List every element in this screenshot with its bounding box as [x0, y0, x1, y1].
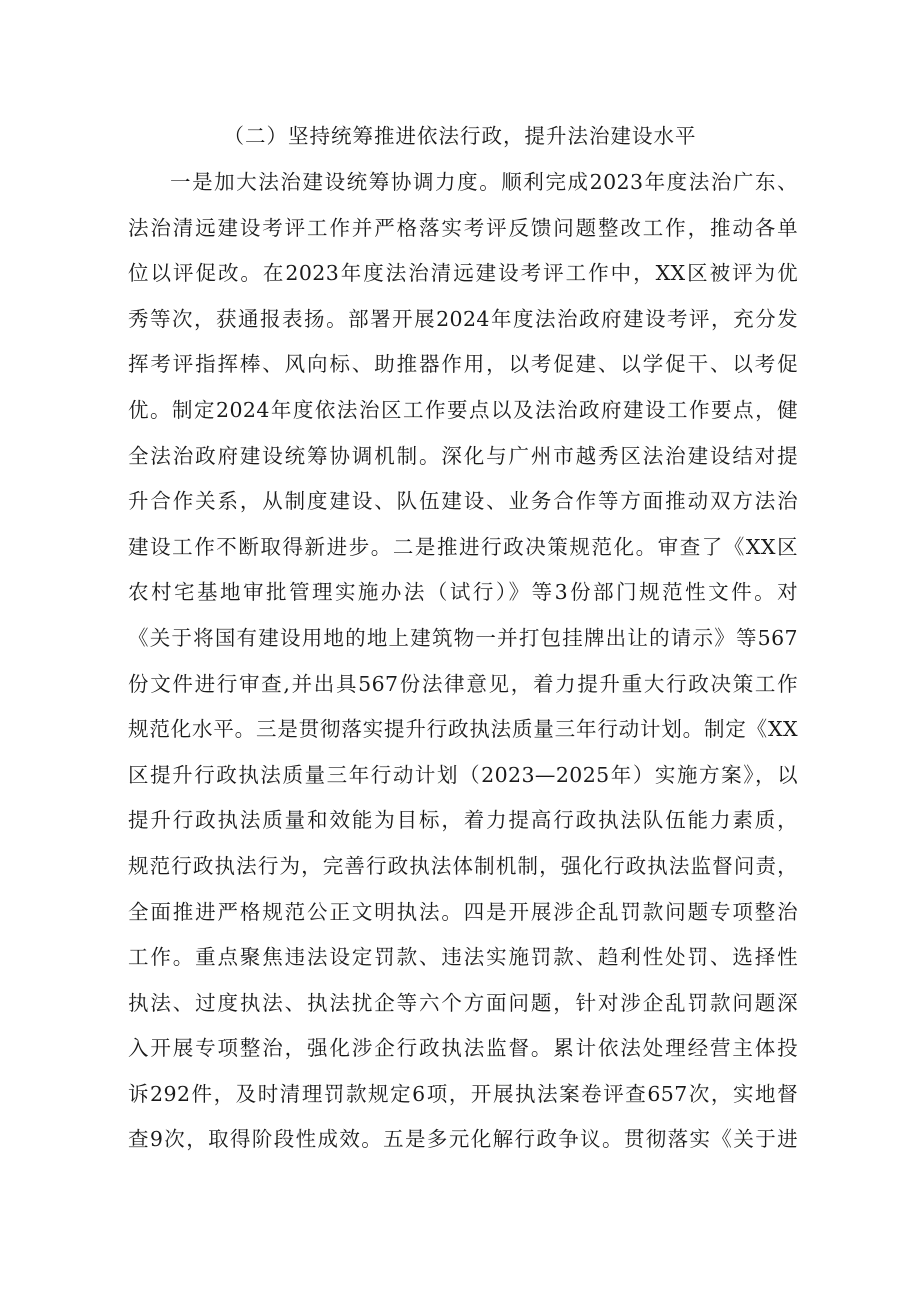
- paragraph-line: 诉292件，及时清理罚款规定6项，开展执法案卷评查657次，实地督: [128, 1081, 798, 1106]
- paragraph-line: 规范化水平。三是贯彻落实提升行政执法质量三年行动计划。制定《XX: [128, 717, 798, 742]
- paragraph-line: 提升行政执法质量和效能为目标，着力提高行政执法队伍能力素质，: [128, 808, 798, 833]
- paragraph-line: 份文件进行审查,并出具567份法律意见，着力提升重大行政决策工作: [128, 671, 798, 696]
- paragraph-line: 工作。重点聚焦违法设定罚款、违法实施罚款、趋利性处罚、选择性: [128, 945, 798, 970]
- paragraph-line: 一是加大法治建设统筹协调力度。顺利完成2023年度法治广东、: [170, 170, 798, 194]
- paragraph-line: 查9次，取得阶段性成效。五是多元化解行政争议。贯彻落实《关于进: [128, 1127, 798, 1152]
- paragraph-line: 执法、过度执法、执法扰企等六个方面问题，针对涉企乱罚款问题深: [128, 990, 798, 1015]
- paragraph-line: 农村宅基地审批管理实施办法（试行）》等3份部门规范性文件。对: [128, 580, 798, 605]
- paragraph-line: 入开展专项整治，强化涉企行政执法监督。累计依法处理经营主体投: [128, 1036, 798, 1061]
- paragraph-line: 挥考评指挥棒、风向标、助推器作用，以考促建、以学促干、以考促: [128, 352, 798, 377]
- body-paragraph: [128, 160, 798, 1163]
- paragraph-line: 升合作关系，从制度建设、队伍建设、业务合作等方面推动双方法治: [128, 489, 798, 514]
- paragraph-line: 法治清远建设考评工作并严格落实考评反馈问题整改工作，推动各单: [128, 215, 798, 240]
- paragraph-line: 规范行政执法行为，完善行政执法体制机制，强化行政执法监督问责，: [128, 853, 798, 878]
- paragraph-line: 全面推进严格规范公正文明执法。四是开展涉企乱罚款问题专项整治: [128, 899, 798, 924]
- paragraph-line: 《关于将国有建设用地的地上建筑物一并打包挂牌出让的请示》等567: [128, 625, 798, 650]
- paragraph-line: 位以评促改。在2023年度法治清远建设考评工作中，XX区被评为优: [128, 261, 798, 286]
- paragraph-line: 秀等次，获通报表扬。部署开展2024年度法治政府建设考评，充分发: [128, 306, 798, 331]
- paragraph-line: 建设工作不断取得新进步。二是推进行政决策规范化。审查了《XX区: [128, 534, 798, 559]
- paragraph-line: 全法治政府建设统筹协调机制。深化与广州市越秀区法治建设结对提: [128, 443, 798, 468]
- section-heading: （二）坚持统筹推进依法行政，提升法治建设水平: [223, 124, 697, 148]
- paragraph-line: 优。制定2024年度依法治区工作要点以及法治政府建设工作要点，健: [128, 397, 798, 422]
- paragraph-line: 区提升行政执法质量三年行动计划（2023—2025年）实施方案》，以: [128, 762, 798, 787]
